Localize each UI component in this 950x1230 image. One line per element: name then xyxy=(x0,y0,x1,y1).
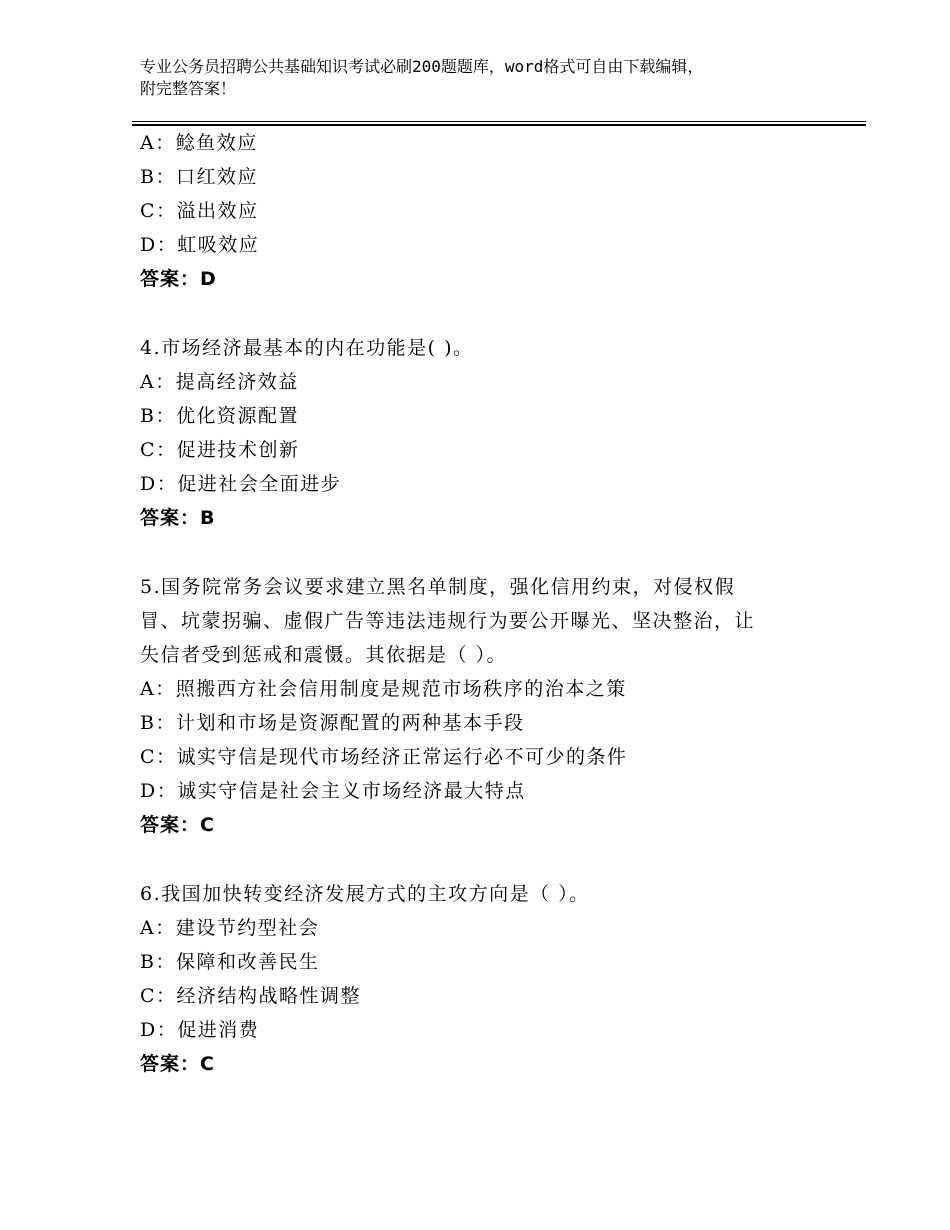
q3-option-a: A：鲶鱼效应 xyxy=(140,132,258,154)
q4-option-d: D：促进社会全面进步 xyxy=(140,473,342,495)
header-divider-thin xyxy=(132,121,866,122)
page-header xyxy=(140,56,840,100)
q5-option-a: A：照搬西方社会信用制度是规范市场秩序的治本之策 xyxy=(140,678,627,700)
q5-stem-line-1: 5.国务院常务会议要求建立黑名单制度，强化信用约束，对侵权假 xyxy=(140,576,736,598)
q6-option-b: B：保障和改善民生 xyxy=(140,951,320,973)
header-line-1: 专业公务员招聘公共基础知识考试必刷200题题库，word格式可自由下载编辑， xyxy=(140,57,704,76)
q5-option-d: D：诚实守信是社会主义市场经济最大特点 xyxy=(140,780,526,802)
q4-option-c: C：促进技术创新 xyxy=(140,439,300,461)
q6-answer: 答案：C xyxy=(140,1053,215,1075)
q5-option-c: C：诚实守信是现代市场经济正常运行必不可少的条件 xyxy=(140,746,628,768)
q4-answer: 答案：B xyxy=(140,507,216,529)
q3-option-c: C：溢出效应 xyxy=(140,200,259,222)
q5-option-b: B：计划和市场是资源配置的两种基本手段 xyxy=(140,712,525,734)
q3-option-b: B：口红效应 xyxy=(140,166,258,188)
header-divider-thick xyxy=(132,124,866,126)
q4-option-a: A：提高经济效益 xyxy=(140,371,299,393)
q5-answer: 答案：C xyxy=(140,814,215,836)
q4-option-b: B：优化资源配置 xyxy=(140,405,299,427)
q6-stem: 6.我国加快转变经济发展方式的主攻方向是（ ）。 xyxy=(140,883,590,905)
q6-option-a: A：建设节约型社会 xyxy=(140,917,320,939)
q6-option-d: D：促进消费 xyxy=(140,1019,260,1041)
q5-stem-line-2: 冒、坑蒙拐骗、虚假广告等违法违规行为要公开曝光、坚决整治，让 xyxy=(140,610,756,632)
header-line-2: 附完整答案！ xyxy=(140,79,237,98)
q6-option-c: C：经济结构战略性调整 xyxy=(140,985,362,1007)
q3-answer: 答案：D xyxy=(140,268,217,290)
q4-stem: 4.市场经济最基本的内在功能是( )。 xyxy=(140,337,474,359)
q3-option-d: D：虹吸效应 xyxy=(140,234,260,256)
q5-stem-line-3: 失信者受到惩戒和震慑。其依据是（ ）。 xyxy=(140,644,508,666)
